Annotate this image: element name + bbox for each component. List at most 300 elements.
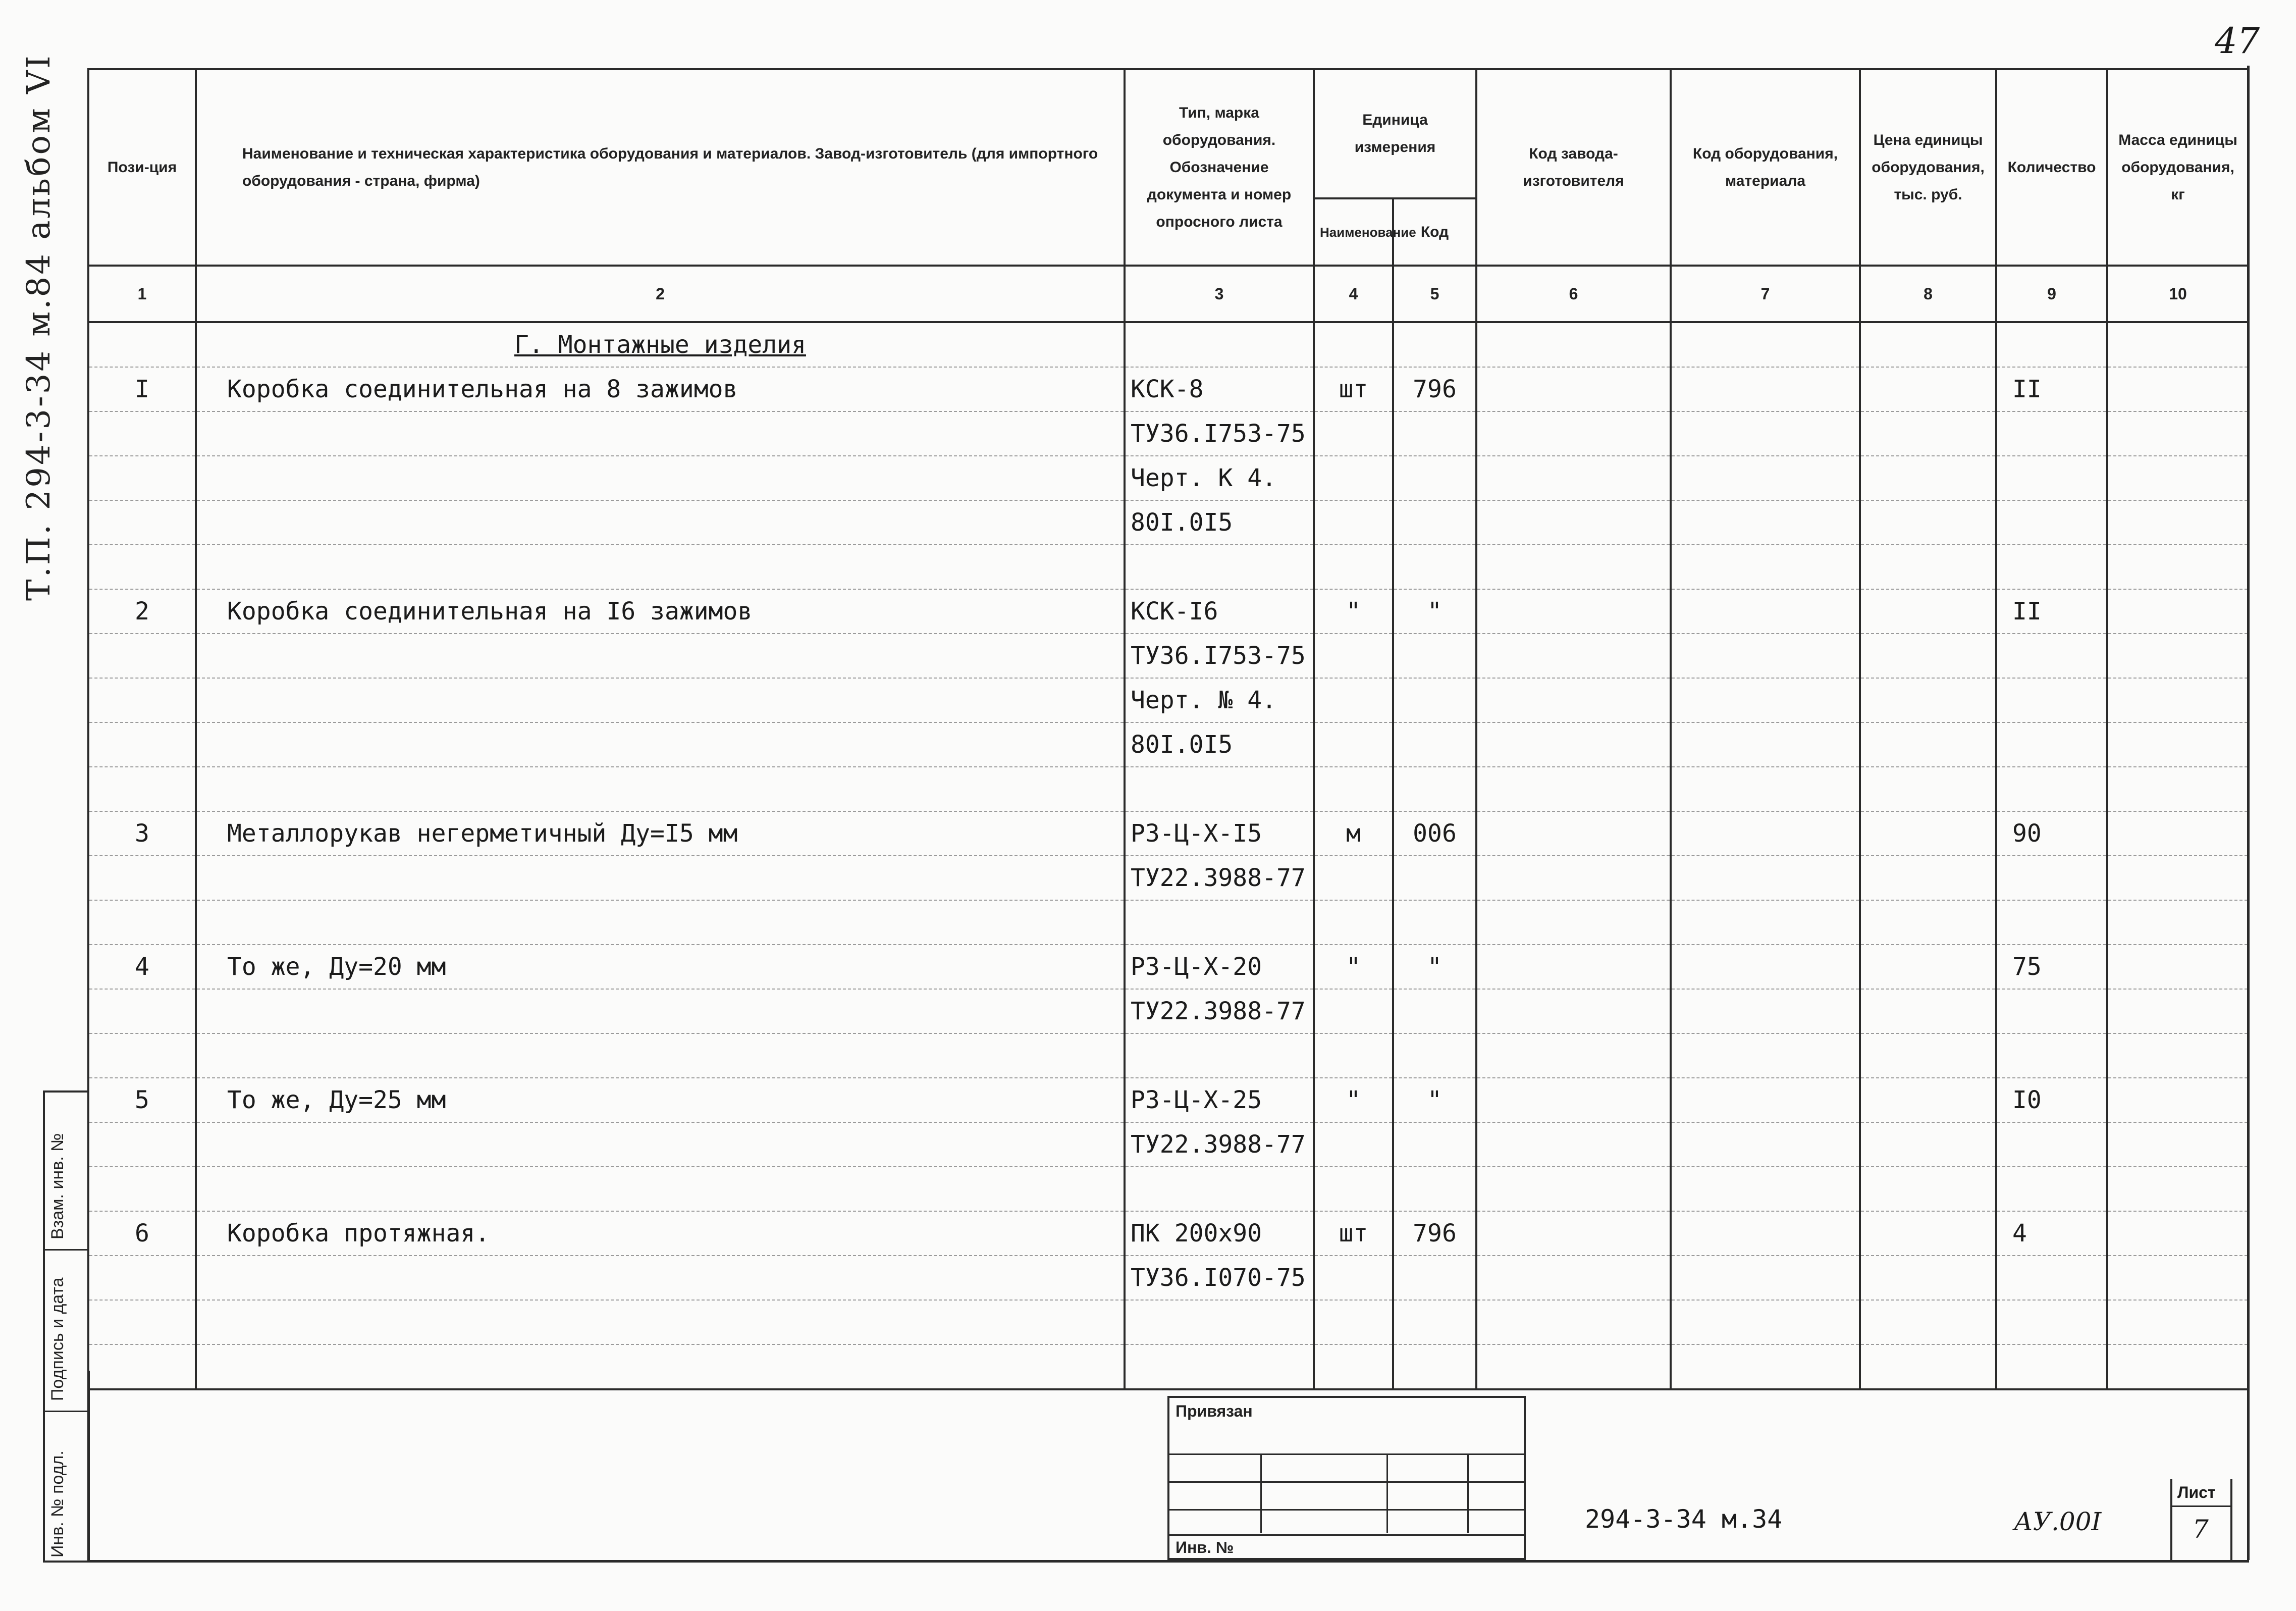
row-mfr-code: [1476, 811, 1671, 856]
row-name: Металлорукав негерметичный Ду=I5 мм: [196, 811, 1125, 856]
table-row: [88, 1033, 2249, 1078]
row-unit: ": [1314, 589, 1393, 634]
column-number: 5: [1393, 266, 1476, 322]
table-row: [88, 767, 2249, 811]
row-mfr-code: [1476, 589, 1671, 634]
row-name: [196, 1167, 1125, 1211]
row-unit-code: [1393, 1167, 1476, 1211]
document-code: 294-3-34 м.34: [1585, 1504, 1783, 1534]
table-row: [88, 856, 2249, 900]
row-name: [196, 722, 1125, 767]
row-mass: [2107, 989, 2249, 1033]
row-unit-code: [1393, 678, 1476, 722]
row-quantity: [1996, 1344, 2107, 1389]
row-type: [1125, 1167, 1314, 1211]
sheet-label: Лист: [2177, 1483, 2216, 1501]
table-row: [88, 367, 2249, 411]
row-unit: [1314, 634, 1393, 678]
row-equip-code: [1671, 945, 1860, 989]
table-row: [88, 500, 2249, 545]
row-unit-code: [1393, 767, 1476, 811]
row-unit-code: [1393, 456, 1476, 500]
row-mass: [2107, 1211, 2249, 1256]
margin-divider: [45, 1249, 87, 1251]
row-position: [88, 1033, 196, 1078]
row-name: То же, Ду=20 мм: [196, 945, 1125, 989]
table-row: [88, 411, 2249, 456]
row-type: Черт. К 4.: [1125, 456, 1314, 500]
row-unit: [1314, 1122, 1393, 1167]
row-equip-code: [1671, 589, 1860, 634]
row-quantity: [1996, 1300, 2107, 1344]
column-number: 10: [2107, 266, 2249, 322]
row-unit-code: [1393, 989, 1476, 1033]
row-type: Черт. № 4.: [1125, 678, 1314, 722]
row-position: [88, 900, 196, 945]
row-type: ТУ36.I753-75: [1125, 634, 1314, 678]
row-mass: [2107, 634, 2249, 678]
column-number-row: [88, 266, 2249, 322]
row-name: [196, 1300, 1125, 1344]
row-price: [1860, 589, 1996, 634]
row-price: [1860, 1300, 1996, 1344]
row-equip-code: [1671, 678, 1860, 722]
row-unit: ": [1314, 945, 1393, 989]
row-name: [196, 545, 1125, 589]
frame-line: [2247, 66, 2250, 1560]
table-row: [88, 678, 2249, 722]
row-type: Р3-Ц-Х-25: [1125, 1078, 1314, 1122]
row-name: [196, 678, 1125, 722]
row-name: [196, 767, 1125, 811]
row-position: [88, 545, 196, 589]
row-unit: [1314, 1167, 1393, 1211]
row-mass: [2107, 1167, 2249, 1211]
table-row: [88, 900, 2249, 945]
row-unit: [1314, 856, 1393, 900]
row-name: [196, 856, 1125, 900]
row-quantity: 4: [1996, 1211, 2107, 1256]
row-position: 2: [88, 589, 196, 634]
row-unit-code: [1393, 722, 1476, 767]
row-quantity: 75: [1996, 945, 2107, 989]
sheet-number-box: [2170, 1479, 2232, 1560]
row-unit-code: [1393, 500, 1476, 545]
row-quantity: [1996, 1122, 2107, 1167]
table-row: [88, 545, 2249, 589]
row-price: [1860, 900, 1996, 945]
row-name: Коробка соединительная на I6 зажимов: [196, 589, 1125, 634]
row-equip-code: [1671, 811, 1860, 856]
row-quantity: I0: [1996, 1078, 2107, 1122]
row-equip-code: [1671, 500, 1860, 545]
row-name: Коробка протяжная.: [196, 1211, 1125, 1256]
column-number: 9: [1996, 266, 2107, 322]
row-price: [1860, 1211, 1996, 1256]
row-unit-code: 796: [1393, 1211, 1476, 1256]
row-mass: [2107, 1344, 2249, 1389]
row-mfr-code: [1476, 678, 1671, 722]
row-equip-code: [1671, 456, 1860, 500]
row-mass: [2107, 678, 2249, 722]
header-price: Цена единицы оборудования, тыс. руб.: [1860, 69, 1996, 266]
row-price: [1860, 722, 1996, 767]
row-unit: [1314, 1300, 1393, 1344]
row-unit: [1314, 722, 1393, 767]
row-position: [88, 634, 196, 678]
row-unit: [1314, 500, 1393, 545]
table-row: [88, 945, 2249, 989]
row-mfr-code: [1476, 545, 1671, 589]
column-number: 8: [1860, 266, 1996, 322]
row-unit: м: [1314, 811, 1393, 856]
table-row: [88, 1300, 2249, 1344]
header-units: Единица измерения: [1314, 69, 1476, 198]
row-mass: [2107, 411, 2249, 456]
row-type: ТУ22.3988-77: [1125, 856, 1314, 900]
row-type: ТУ36.I753-75: [1125, 411, 1314, 456]
row-mfr-code: [1476, 1211, 1671, 1256]
row-mfr-code: [1476, 1300, 1671, 1344]
row-unit-code: [1393, 1344, 1476, 1389]
stamp-inv-label: Инв. №: [1176, 1538, 1234, 1556]
row-unit: [1314, 678, 1393, 722]
row-mass: [2107, 1256, 2249, 1300]
row-price: [1860, 811, 1996, 856]
row-mfr-code: [1476, 856, 1671, 900]
row-quantity: [1996, 900, 2107, 945]
row-type: ПК 200х90: [1125, 1211, 1314, 1256]
row-mfr-code: [1476, 367, 1671, 411]
table-row: [88, 1122, 2249, 1167]
row-type: 80I.0I5: [1125, 500, 1314, 545]
header-mfr-code: Код завода-изготовителя: [1476, 69, 1671, 266]
row-unit-code: 006: [1393, 811, 1476, 856]
row-type: [1125, 767, 1314, 811]
row-name: [196, 500, 1125, 545]
row-equip-code: [1671, 900, 1860, 945]
row-mfr-code: [1476, 456, 1671, 500]
row-position: [88, 1300, 196, 1344]
row-quantity: [1996, 767, 2107, 811]
row-position: [88, 1122, 196, 1167]
row-type: ТУ22.3988-77: [1125, 989, 1314, 1033]
row-mfr-code: [1476, 945, 1671, 989]
row-unit-code: [1393, 900, 1476, 945]
equipment-spec-table: [87, 68, 2250, 1390]
row-position: [88, 411, 196, 456]
row-price: [1860, 856, 1996, 900]
row-price: [1860, 411, 1996, 456]
row-name: То же, Ду=25 мм: [196, 1078, 1125, 1122]
margin-label-vzam-inv: Взам. инв. №: [48, 1133, 67, 1239]
row-mfr-code: [1476, 900, 1671, 945]
stamp-divider: [1467, 1453, 1469, 1533]
row-unit: [1314, 1344, 1393, 1389]
row-price: [1860, 500, 1996, 545]
row-name: [196, 1344, 1125, 1389]
row-unit-code: [1393, 634, 1476, 678]
row-equip-code: [1671, 1256, 1860, 1300]
margin-divider: [45, 1411, 87, 1412]
stamp-divider: [1386, 1453, 1388, 1533]
margin-label-inv-podl: Инв. № подл.: [48, 1450, 67, 1557]
row-equip-code: [1671, 1300, 1860, 1344]
row-type: Р3-Ц-Х-I5: [1125, 811, 1314, 856]
row-mfr-code: [1476, 500, 1671, 545]
row-equip-code: [1671, 1078, 1860, 1122]
column-number: 6: [1476, 266, 1671, 322]
row-position: [88, 500, 196, 545]
table-row: [88, 589, 2249, 634]
table-row: [88, 456, 2249, 500]
page-number: 47: [2215, 20, 2260, 62]
row-equip-code: [1671, 767, 1860, 811]
row-unit: [1314, 456, 1393, 500]
row-quantity: II: [1996, 589, 2107, 634]
row-name: [196, 1122, 1125, 1167]
row-position: 6: [88, 1211, 196, 1256]
table-row: [88, 634, 2249, 678]
row-unit-code: ": [1393, 589, 1476, 634]
row-unit-code: [1393, 1256, 1476, 1300]
row-equip-code: [1671, 545, 1860, 589]
column-number: 3: [1125, 266, 1314, 322]
row-quantity: [1996, 856, 2107, 900]
row-mfr-code: [1476, 722, 1671, 767]
row-unit: [1314, 1033, 1393, 1078]
row-mfr-code: [1476, 1256, 1671, 1300]
row-unit: шт: [1314, 1211, 1393, 1256]
row-mfr-code: [1476, 989, 1671, 1033]
row-quantity: [1996, 1167, 2107, 1211]
row-equip-code: [1671, 1344, 1860, 1389]
stamp-divider: [1169, 1509, 1524, 1511]
table-row: [88, 1078, 2249, 1122]
row-quantity: 90: [1996, 811, 2107, 856]
row-price: [1860, 767, 1996, 811]
row-unit: [1314, 767, 1393, 811]
stamp-divider: [1169, 1481, 1524, 1483]
row-mass: [2107, 589, 2249, 634]
row-type: ТУ22.3988-77: [1125, 1122, 1314, 1167]
row-equip-code: [1671, 722, 1860, 767]
row-unit: шт: [1314, 367, 1393, 411]
frame-line: [87, 1560, 2249, 1563]
row-mfr-code: [1476, 767, 1671, 811]
header-quantity: Количество: [1996, 69, 2107, 266]
row-mass: [2107, 456, 2249, 500]
row-price: [1860, 989, 1996, 1033]
row-equip-code: [1671, 1033, 1860, 1078]
row-position: [88, 1167, 196, 1211]
row-price: [1860, 1078, 1996, 1122]
row-price: [1860, 367, 1996, 411]
row-type: КСК-I6: [1125, 589, 1314, 634]
bound-stamp: [1167, 1396, 1526, 1560]
sheet-number: 7: [2193, 1515, 2209, 1544]
row-type: [1125, 1344, 1314, 1389]
row-name: [196, 1033, 1125, 1078]
column-number: 1: [88, 266, 196, 322]
row-quantity: [1996, 678, 2107, 722]
table-row: [88, 1211, 2249, 1256]
row-unit-code: ": [1393, 945, 1476, 989]
row-position: [88, 989, 196, 1033]
table-row: [88, 722, 2249, 767]
row-unit-code: [1393, 1300, 1476, 1344]
row-position: [88, 1256, 196, 1300]
row-price: [1860, 545, 1996, 589]
row-type: ТУ36.I070-75: [1125, 1256, 1314, 1300]
row-mass: [2107, 856, 2249, 900]
row-mass: [2107, 900, 2249, 945]
header-unit-code: Код: [1393, 198, 1476, 266]
row-equip-code: [1671, 1122, 1860, 1167]
row-price: [1860, 1256, 1996, 1300]
row-name: [196, 411, 1125, 456]
row-mass: [2107, 367, 2249, 411]
row-type: [1125, 900, 1314, 945]
table-header-row: [88, 69, 2249, 198]
row-name: [196, 456, 1125, 500]
row-quantity: [1996, 989, 2107, 1033]
row-quantity: [1996, 411, 2107, 456]
row-position: 5: [88, 1078, 196, 1122]
header-equip-code: Код оборудования, материала: [1671, 69, 1860, 266]
row-position: [88, 456, 196, 500]
row-price: [1860, 634, 1996, 678]
row-position: 4: [88, 945, 196, 989]
row-mfr-code: [1476, 634, 1671, 678]
row-unit: [1314, 1256, 1393, 1300]
row-unit-code: [1393, 545, 1476, 589]
row-mfr-code: [1476, 1122, 1671, 1167]
row-mass: [2107, 1033, 2249, 1078]
stamp-divider: [1260, 1453, 1262, 1533]
row-position: [88, 856, 196, 900]
row-equip-code: [1671, 1211, 1860, 1256]
section-title-row: [88, 322, 2249, 367]
column-number: 2: [196, 266, 1125, 322]
row-mfr-code: [1476, 411, 1671, 456]
header-name: Наименование и техническая характеристика оборудования и материалов. Завод-изготовитель (для импортного оборудования - страна, фирма): [196, 69, 1125, 266]
row-quantity: [1996, 545, 2107, 589]
stamp-bound-label: Привязан: [1176, 1402, 1253, 1420]
row-quantity: [1996, 1033, 2107, 1078]
row-equip-code: [1671, 411, 1860, 456]
row-type: [1125, 545, 1314, 589]
row-unit: ": [1314, 1078, 1393, 1122]
row-position: 3: [88, 811, 196, 856]
album-title: Т.П. 294-3-34 м.84 альбом VI: [20, 54, 58, 601]
row-mass: [2107, 945, 2249, 989]
row-position: [88, 722, 196, 767]
row-mass: [2107, 722, 2249, 767]
row-name: [196, 1256, 1125, 1300]
row-quantity: II: [1996, 367, 2107, 411]
row-type: КСК-8: [1125, 367, 1314, 411]
column-number: 4: [1314, 266, 1393, 322]
stamp-divider: [1169, 1534, 1524, 1536]
row-price: [1860, 678, 1996, 722]
row-mass: [2107, 767, 2249, 811]
row-unit-code: 796: [1393, 367, 1476, 411]
row-mass: [2107, 811, 2249, 856]
row-name: Коробка соединительная на 8 зажимов: [196, 367, 1125, 411]
row-equip-code: [1671, 989, 1860, 1033]
row-mfr-code: [1476, 1344, 1671, 1389]
row-unit: [1314, 900, 1393, 945]
frame-line: [87, 1371, 90, 1560]
row-quantity: [1996, 456, 2107, 500]
row-quantity: [1996, 722, 2107, 767]
table-row: [88, 811, 2249, 856]
row-price: [1860, 1033, 1996, 1078]
row-position: [88, 1344, 196, 1389]
row-price: [1860, 1167, 1996, 1211]
row-position: [88, 767, 196, 811]
row-quantity: [1996, 500, 2107, 545]
row-unit-code: [1393, 1033, 1476, 1078]
row-name: [196, 989, 1125, 1033]
row-equip-code: [1671, 1167, 1860, 1211]
row-price: [1860, 945, 1996, 989]
row-quantity: [1996, 634, 2107, 678]
table-row: [88, 1256, 2249, 1300]
row-equip-code: [1671, 634, 1860, 678]
table-row: [88, 989, 2249, 1033]
row-name: [196, 900, 1125, 945]
row-unit-code: [1393, 856, 1476, 900]
row-name: [196, 634, 1125, 678]
row-type: Р3-Ц-Х-20: [1125, 945, 1314, 989]
row-mass: [2107, 1078, 2249, 1122]
row-mfr-code: [1476, 1033, 1671, 1078]
row-mass: [2107, 500, 2249, 545]
row-mass: [2107, 545, 2249, 589]
row-price: [1860, 456, 1996, 500]
row-type: [1125, 1033, 1314, 1078]
row-type: [1125, 1300, 1314, 1344]
row-unit-code: [1393, 1122, 1476, 1167]
row-mfr-code: [1476, 1167, 1671, 1211]
table-row: [88, 1167, 2249, 1211]
row-mfr-code: [1476, 1078, 1671, 1122]
document-mark: АУ.00I: [2014, 1507, 2102, 1536]
row-position: I: [88, 367, 196, 411]
section-title: Г. Монтажные изделия: [196, 322, 1125, 367]
row-unit-code: [1393, 411, 1476, 456]
row-position: [88, 678, 196, 722]
row-mass: [2107, 1122, 2249, 1167]
row-type: 80I.0I5: [1125, 722, 1314, 767]
table-row: [88, 1344, 2249, 1389]
row-equip-code: [1671, 367, 1860, 411]
row-unit: [1314, 989, 1393, 1033]
row-equip-code: [1671, 856, 1860, 900]
header-type: Тип, марка оборудования. Обозначение документа и номер опросного листа: [1125, 69, 1314, 266]
row-unit: [1314, 545, 1393, 589]
header-position: Пози-ция: [88, 69, 196, 266]
row-unit-code: ": [1393, 1078, 1476, 1122]
margin-label-signature-date: Подпись и дата: [48, 1277, 67, 1401]
header-unit-name: Наименование: [1314, 198, 1393, 266]
row-price: [1860, 1344, 1996, 1389]
header-mass: Масса единицы оборудования, кг: [2107, 69, 2249, 266]
row-price: [1860, 1122, 1996, 1167]
row-mass: [2107, 1300, 2249, 1344]
